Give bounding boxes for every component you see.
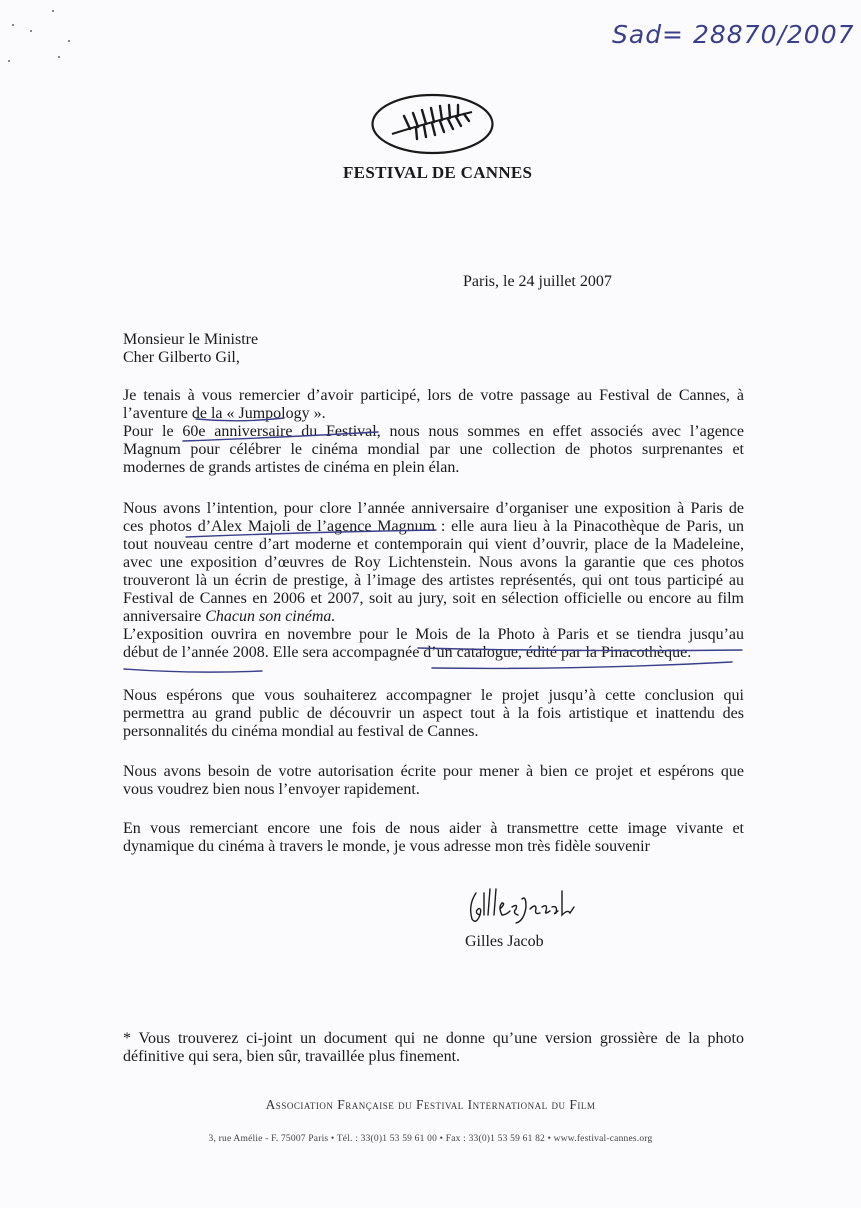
date-line: Paris, le 24 juillet 2007 (463, 273, 612, 290)
text-line: l’aventure de la « Jumpology ». (123, 405, 326, 422)
text-line: trouveront là un écrin de prestige, à l’image des artistes représentés, qui ont tous participé au (123, 572, 744, 589)
salutation-line: Monsieur le Ministre (123, 331, 259, 348)
underline-alex-majoli (186, 530, 436, 537)
footer-address: 3, rue Amélie - F. 75007 Paris • Tél. : 33(0)1 53 59 61 00 • Fax : 33(0)1 53 59 61 82 • www.festival-cannes.org (208, 1134, 653, 1144)
film-title: Chacun son cinéma. (205, 608, 336, 625)
text-line: vous voudrez bien nous l’envoyer rapidement. (123, 781, 420, 798)
underline-anniversaire (183, 432, 378, 441)
text-line: début de l’année 2008. Elle sera accompagnée d’un catalogue, édité par la Pinacothèque. (123, 644, 692, 661)
text-line: permettra au grand public de découvrir un aspect tout à la fois artistique et inattendu des (123, 705, 744, 722)
handwritten-reference-number: Sad= 28870/2007 (612, 20, 855, 49)
underline-accompagnee (432, 662, 732, 668)
text-line: Nous avons besoin de votre autorisation écrite pour mener à bien ce projet et espérons que (123, 763, 744, 780)
text-line: tout nouveau centre d’art moderne et contemporain qui vient d’ouvrir, place de la Madeleine, (123, 536, 744, 553)
salutation-line: Cher Gilberto Gil, (123, 349, 240, 366)
text-line: personnalités du cinéma mondial au festival de Cannes. (123, 723, 479, 740)
text-line: dynamique du cinéma à travers le monde, je vous adresse mon très fidèle souvenir (123, 838, 650, 855)
text-line: Nous avons l’intention, pour clore l’année anniversaire d’organiser une exposition à Paris de (123, 500, 744, 517)
text-line: Je tenais à vous remercier d’avoir participé, lors de votre passage au Festival de Cannes, à (123, 387, 744, 404)
text-line: Nous espérons que vous souhaiterez accompagner le projet jusqu’à cette conclusion qui (123, 687, 744, 704)
text-line: En vous remerciant encore une fois de nous aider à transmettre cette image vivante et (123, 820, 744, 837)
text-fragment: anniversaire (123, 608, 206, 625)
text-line: avec une exposition d’œuvres de Roy Lichtenstein. Nous avons la garantie que ces photos (123, 554, 744, 571)
text-line: Magnum pour célébrer le cinéma mondial par une collection de photos surprenantes et (123, 441, 744, 458)
signatory-name: Gilles Jacob (465, 933, 544, 950)
text-line: Pour le 60e anniversaire du Festival, nous nous sommes en effet associés avec l’agence (123, 423, 744, 440)
text-line: modernes de grands artistes de cinéma en plein élan. (123, 459, 460, 476)
underline-jumpology (196, 418, 284, 421)
text-line: L’exposition ouvrira en novembre pour le Mois de la Photo à Paris et se tiendra jusqu’au (123, 626, 744, 643)
text-line: définitive qui sera, bien sûr, travaillée plus finement. (123, 1048, 461, 1065)
text-line: * Vous trouverez ci-joint un document qui ne donne qu’une version grossière de la photo (123, 1030, 744, 1047)
festival-name: FESTIVAL DE CANNES (343, 163, 533, 182)
handwritten-signature (466, 885, 586, 927)
text-line: Festival de Cannes en 2006 et 2007, soit au jury, soit en sélection officielle ou encore au film (123, 590, 744, 607)
text-line: ces photos d’Alex Majoli de l’agence Magnum : elle aura lieu à la Pinacothèque de Paris, un (123, 518, 744, 535)
footnote (123, 1030, 744, 1066)
footer-association: Association Française du Festival International du Film (265, 1097, 596, 1112)
